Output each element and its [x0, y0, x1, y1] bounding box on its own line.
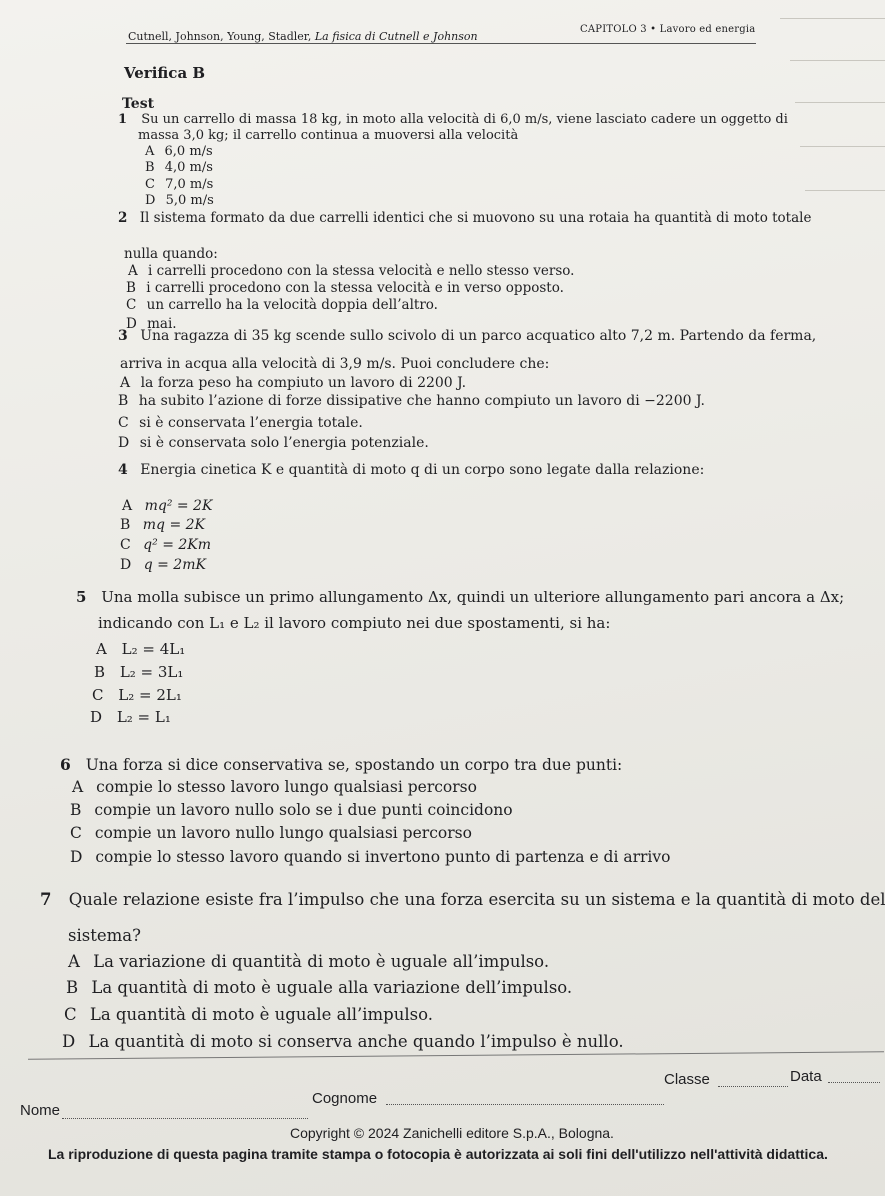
background-line — [800, 146, 885, 147]
option-formula: L₂ = L₁ — [116, 708, 171, 726]
option-letter: D — [120, 557, 132, 573]
option-3b[interactable] — [118, 393, 705, 409]
date-label: Data — [790, 1068, 822, 1085]
question-text-line: arriva in acqua alla velocità di 3,9 m/s. Puoi concludere che: — [120, 356, 550, 372]
option-formula: L₂ = 4L₁ — [121, 640, 186, 658]
date-field[interactable] — [828, 1082, 880, 1083]
option-5c[interactable] — [92, 686, 182, 704]
option-3c[interactable] — [118, 415, 363, 431]
question-text-line: Su un carrello di massa 18 kg, in moto alla velocità di 6,0 m/s, viene lasciato cadere un oggetto di — [141, 112, 788, 127]
background-line — [790, 60, 885, 61]
option-formula: q² = 2Km — [143, 537, 212, 553]
option-text: ha subito l’azione di forze dissipative che hanno compiuto un lavoro di −2200 J. — [138, 393, 705, 409]
question-number: 5 — [76, 588, 87, 606]
option-text: si è conservata solo l’energia potenziale. — [139, 435, 429, 451]
option-5a[interactable] — [96, 640, 185, 658]
option-letter: B — [126, 280, 136, 296]
option-letter: A — [68, 952, 80, 971]
option-7b[interactable] — [66, 978, 572, 997]
question-text-line: Quale relazione esiste fra l’impulso che una forza esercita su un sistema e la quantità di moto del — [68, 890, 885, 909]
option-6d[interactable] — [70, 848, 670, 866]
section-title: Verifica B — [124, 64, 206, 82]
option-6b[interactable] — [70, 801, 513, 819]
option-letter: B — [94, 663, 106, 681]
option-2b[interactable] — [126, 280, 564, 296]
option-letter: B — [70, 801, 82, 819]
header-authors-text: Cutnell, Johnson, Young, Stadler, — [128, 30, 312, 43]
question-2 — [118, 210, 811, 226]
background-line — [795, 102, 885, 103]
option-text: i carrelli procedono con la stessa velocità e nello stesso verso. — [148, 263, 575, 279]
surname-field[interactable] — [386, 1104, 664, 1105]
option-letter: A — [96, 640, 107, 658]
header-chapter: CAPITOLO 3 • Lavoro ed energia — [580, 24, 756, 35]
option-6c[interactable] — [70, 824, 472, 842]
option-3d[interactable] — [118, 435, 429, 451]
question-text-line: nulla quando: — [124, 246, 218, 262]
option-6a[interactable] — [72, 778, 477, 796]
test-label: Test — [122, 96, 155, 112]
option-letter: B — [120, 517, 131, 533]
option-7a[interactable] — [68, 952, 549, 971]
background-line — [780, 18, 885, 19]
option-letter: C — [118, 415, 129, 431]
option-3a[interactable] — [120, 375, 466, 391]
option-7d[interactable] — [62, 1032, 624, 1051]
option-letter: C — [64, 1005, 77, 1024]
option-letter: B — [145, 160, 155, 175]
option-text: compie lo stesso lavoro lungo qualsiasi percorso — [96, 778, 477, 796]
option-1d[interactable] — [145, 193, 214, 208]
question-number: 6 — [60, 755, 71, 774]
name-field[interactable] — [62, 1118, 308, 1119]
option-text: compie un lavoro nullo solo se i due punti coincidono — [94, 801, 513, 819]
option-letter: D — [126, 316, 137, 332]
question-5 — [76, 588, 844, 606]
option-text: compie lo stesso lavoro quando si invertono punto di partenza e di arrivo — [95, 848, 671, 866]
option-letter: D — [145, 193, 156, 208]
option-letter: A — [145, 144, 155, 159]
option-letter: A — [72, 778, 84, 796]
option-letter: D — [62, 1032, 76, 1051]
question-number: 3 — [118, 328, 128, 344]
option-1b[interactable] — [145, 160, 213, 175]
question-number: 4 — [118, 462, 128, 478]
option-text: si è conservata l’energia totale. — [139, 415, 363, 431]
option-letter: C — [120, 537, 131, 553]
option-2a[interactable] — [128, 263, 574, 279]
option-text: La quantità di moto è uguale all’impulso. — [89, 1005, 433, 1024]
question-6 — [60, 755, 622, 774]
question-text-line: Una forza si dice conservativa se, spostando un corpo tra due punti: — [85, 756, 623, 774]
option-text: 7,0 m/s — [165, 177, 214, 192]
option-letter: C — [145, 177, 155, 192]
option-text: La quantità di moto è uguale alla variazione dell’impulso. — [91, 978, 573, 997]
header-book-title: La fisica di Cutnell e Johnson — [314, 30, 478, 43]
option-letter: A — [122, 498, 133, 514]
option-letter: C — [70, 824, 82, 842]
option-text: La variazione di quantità di moto è uguale all’impulso. — [93, 952, 550, 971]
option-text: 6,0 m/s — [164, 144, 213, 159]
option-4b[interactable] — [120, 517, 205, 533]
question-text-line: sistema? — [68, 926, 141, 945]
option-text: i carrelli procedono con la stessa velocità e in verso opposto. — [146, 280, 564, 296]
option-5d[interactable] — [90, 708, 171, 726]
option-text: La quantità di moto si conserva anche quando l’impulso è nullo. — [88, 1032, 624, 1051]
option-text: 4,0 m/s — [164, 160, 213, 175]
class-label: Classe — [664, 1071, 710, 1088]
question-number: 7 — [40, 890, 52, 909]
option-letter: A — [128, 263, 138, 279]
option-formula: L₂ = 2L₁ — [118, 686, 182, 704]
name-label: Nome — [20, 1102, 61, 1119]
question-number: 1 — [118, 112, 128, 127]
option-4c[interactable] — [120, 537, 211, 553]
option-letter: B — [66, 978, 79, 997]
option-letter: D — [70, 848, 83, 866]
option-letter: D — [118, 435, 130, 451]
option-text: 5,0 m/s — [165, 193, 214, 208]
option-text: un carrello ha la velocità doppia dell’altro. — [146, 297, 438, 313]
option-letter: B — [118, 393, 129, 409]
option-1c[interactable] — [145, 177, 213, 192]
question-text-line: Una molla subisce un primo allungamento Δx, quindi un ulteriore allungamento pari ancora a Δx; — [101, 588, 845, 606]
option-letter: C — [126, 297, 137, 313]
question-4 — [118, 462, 704, 478]
question-text-line: Il sistema formato da due carrelli identici che si muovono su una rotaia ha quantità di moto totale — [139, 210, 812, 226]
option-2c[interactable] — [126, 297, 438, 313]
option-formula: L₂ = 3L₁ — [119, 663, 184, 681]
option-text: mai. — [147, 316, 177, 332]
option-formula: mq² = 2K — [144, 498, 213, 514]
option-letter: C — [92, 686, 104, 704]
footer-rule — [28, 1051, 884, 1059]
surname-label: Cognome — [312, 1090, 378, 1107]
option-text: la forza peso ha compiuto un lavoro di 2200 J. — [140, 375, 467, 391]
option-7c[interactable] — [64, 1005, 433, 1024]
question-1 — [118, 112, 788, 127]
question-7 — [40, 890, 885, 909]
header-rule — [126, 43, 756, 44]
question-text-line: indicando con L₁ e L₂ il lavoro compiuto nei due spostamenti, si ha: — [98, 614, 611, 632]
option-letter: D — [90, 708, 103, 726]
option-5b[interactable] — [94, 663, 183, 681]
question-number: 2 — [118, 210, 128, 226]
reproduction-note: La riproduzione di questa pagina tramite stampa o fotocopia è autorizzata ai soli fini dell'utilizzo nell'attività didattica. — [48, 1146, 828, 1162]
option-formula: q = 2mK — [143, 557, 206, 573]
option-text: compie un lavoro nullo lungo qualsiasi percorso — [94, 824, 472, 842]
question-text-line: Energia cinetica K e quantità di moto q di un corpo sono legate dalla relazione: — [140, 462, 705, 478]
class-field[interactable] — [718, 1086, 788, 1087]
question-text-line: Una ragazza di 35 kg scende sullo scivolo di un parco acquatico alto 7,2 m. Partendo da ferma, — [140, 328, 817, 344]
option-1a[interactable] — [145, 144, 213, 159]
option-4a[interactable] — [122, 498, 212, 514]
question-text-line: massa 3,0 kg; il carrello continua a muoversi alla velocità — [138, 128, 519, 143]
copyright-notice: Copyright © 2024 Zanichelli editore S.p.A., Bologna. — [290, 1125, 614, 1141]
header-authors — [128, 30, 478, 43]
question-3 — [118, 328, 816, 344]
option-letter: A — [120, 375, 131, 391]
option-4d[interactable] — [120, 557, 206, 573]
background-line — [805, 190, 885, 191]
option-formula: mq = 2K — [142, 517, 205, 533]
